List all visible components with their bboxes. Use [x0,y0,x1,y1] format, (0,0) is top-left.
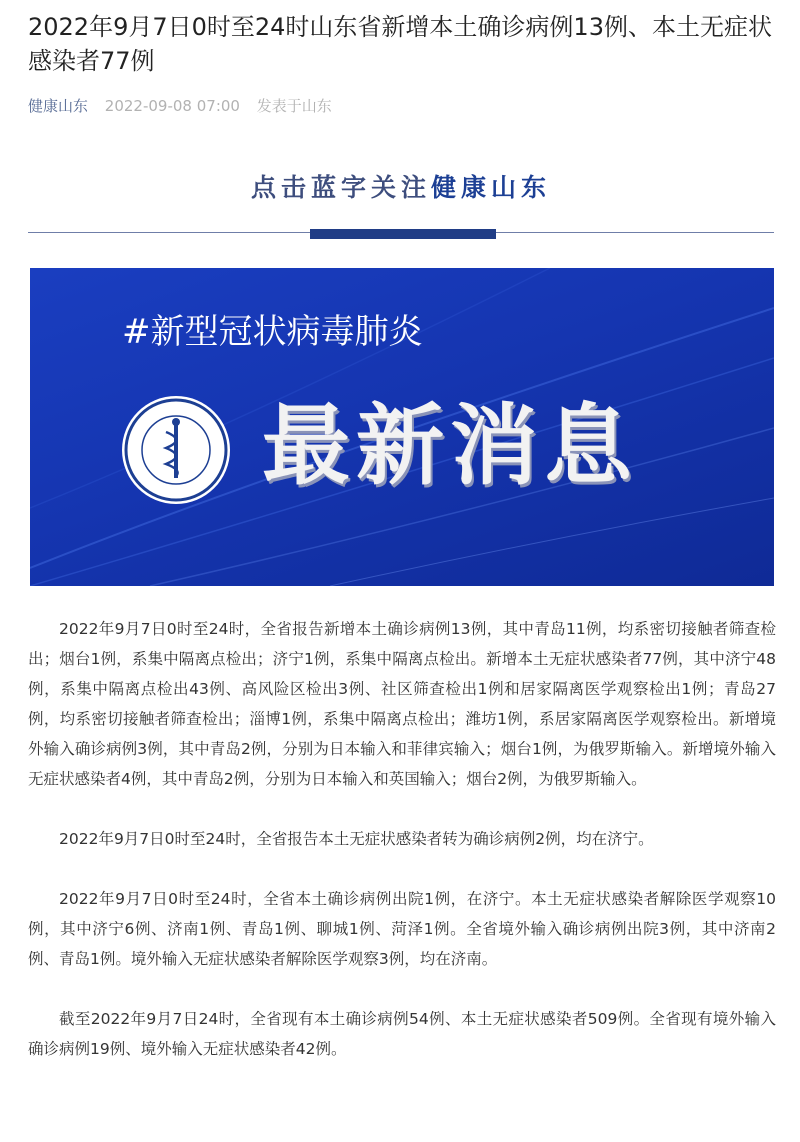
source-account-link[interactable]: 健康山东 [28,97,89,115]
article-meta [28,95,332,116]
health-commission-emblem-icon [122,396,230,504]
divider-accent-bar [310,229,496,239]
publish-location: 发表于山东 [256,97,332,115]
body-paragraph: 2022年9月7日0时至24时，全省报告本土无症状感染者转为确诊病例2例，均在济宁。 [59,830,654,848]
follow-prefix: 点击蓝字关注 [250,173,431,202]
publish-date: 2022-09-08 07:00 [104,97,240,115]
hero-headline: 最新消息 [262,394,639,497]
article-title: 2022年9月7日0时至24时山东省新增本土确诊病例13例、本土无症状感染者77例 [28,13,772,75]
health-commission-logo [122,396,230,504]
article-body [28,614,776,1064]
body-paragraph: 2022年9月7日0时至24时，全省报告新增本土确诊病例13例，其中青岛11例，均系密切接触者筛查检出；烟台1例，系集中隔离点检出；济宁1例，系集中隔离点检出。新增本土无症状感染者77例，其中济宁48例，系集中隔离点检出43例、高风险区检出3例、社区筛查检出1例和居家隔离医学观察检出1例；青岛27例，均系密切接触者筛查检出；淄博1例，系集中隔离点检出；潍坊1例，系居家隔离医学观察检出。新增境外输入确诊病例3例，其中青岛2例，分别为日本输入和菲律宾输入；烟台1例，为俄罗斯输入。新增境外输入无症状感染者4例，其中青岛2例，分别为日本输入和英国输入；烟台2例，为俄罗斯输入。 [28,620,776,788]
follow-brand: 健康山东 [431,173,552,202]
hero-hashtag: #新型冠状病毒肺炎 [122,312,423,352]
body-paragraph: 2022年9月7日0时至24时，全省本土确诊病例出院1例，在济宁。本土无症状感染者解除医学观察10例，其中济宁6例、济南1例、青岛1例、聊城1例、菏泽1例。全省境外输入确诊病例出院3例，其中济南2例、青岛1例。境外输入无症状感染者解除医学观察3例，均在济南。 [28,890,776,968]
hero-image [30,268,774,586]
follow-banner[interactable] [28,168,774,204]
body-paragraph: 截至2022年9月7日24时，全省现有本土确诊病例54例、本土无症状感染者509例。全省现有境外输入确诊病例19例、境外输入无症状感染者42例。 [28,1010,776,1058]
